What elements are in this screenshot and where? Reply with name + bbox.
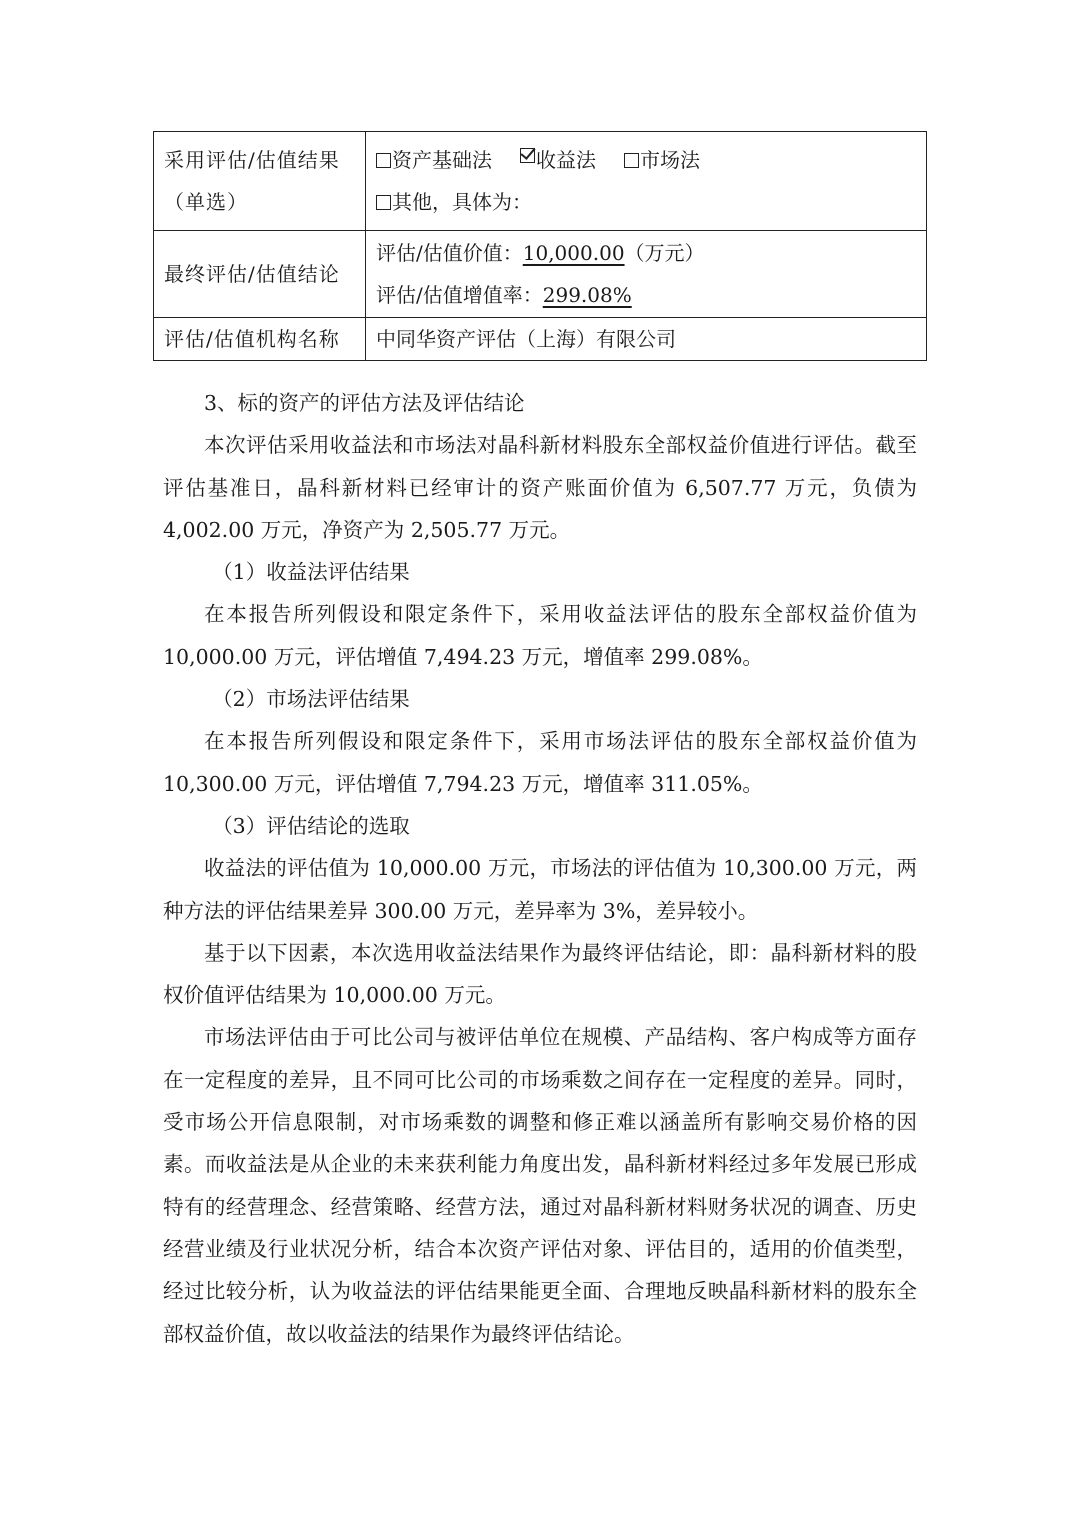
appreciation-prefix: 评估/估值增值率： bbox=[376, 283, 543, 307]
institution-value-cell bbox=[366, 318, 927, 361]
option-label: 收益法 bbox=[536, 148, 596, 172]
subheading: （3）评估结论的选取 bbox=[212, 813, 410, 838]
checkbox-checked-icon[interactable] bbox=[520, 148, 535, 163]
paragraph: 收益法的评估值为 10,000.00 万元，市场法的评估值为 10,300.00 万元，两种方法的评估结果差异 300.00 万元，差异率为 3%，差异较小。 bbox=[163, 856, 917, 923]
subheading: （2）市场法评估结果 bbox=[212, 687, 410, 712]
option-income[interactable] bbox=[520, 148, 596, 172]
conclusion-label: 最终评估/估值结论 bbox=[164, 262, 340, 286]
conclusion-value-cell bbox=[366, 231, 927, 318]
paragraph: 基于以下因素，本次选用收益法结果作为最终评估结论，即：晶科新材料的股权价值评估结果为 10,000.00 万元。 bbox=[163, 940, 917, 1008]
institution-label: 评估/估值机构名称 bbox=[164, 327, 340, 351]
subheading: （1）收益法评估结果 bbox=[212, 560, 410, 585]
paragraph: 在本报告所列假设和限定条件下，采用收益法评估的股东全部权益价值为 10,000.00 万元，评估增值 7,494.23 万元，增值率 299.08%。 bbox=[163, 602, 917, 669]
method-label: 采用评估/估值结果（单选） bbox=[164, 148, 340, 214]
appreciation-line bbox=[376, 274, 916, 316]
valuation-value: 10,000.00 bbox=[522, 241, 625, 265]
appreciation-rate: 299.08% bbox=[542, 283, 632, 307]
option-asset-based[interactable] bbox=[376, 148, 492, 172]
option-market[interactable] bbox=[624, 148, 700, 172]
paragraph: 本次评估采用收益法和市场法对晶科新材料股东全部权益价值进行评估。截至评估基准日，晶科新材料已经审计的资产账面价值为 6,507.77 万元，负债为 4,002.00 万元，净资产为 2,505.77 万元。 bbox=[163, 433, 917, 542]
valuation-unit: （万元） bbox=[624, 241, 705, 265]
option-other[interactable] bbox=[376, 181, 916, 223]
method-options-line bbox=[376, 139, 916, 181]
valuation-prefix: 评估/估值价值： bbox=[376, 241, 523, 265]
evaluation-summary-table bbox=[153, 131, 927, 361]
paragraph: 在本报告所列假设和限定条件下，采用市场法评估的股东全部权益价值为 10,300.00 万元，评估增值 7,794.23 万元，增值率 311.05%。 bbox=[163, 729, 917, 796]
checkbox-unchecked-icon[interactable] bbox=[624, 153, 639, 168]
paragraph: 市场法评估由于可比公司与被评估单位在规模、产品结构、客户构成等方面存在一定程度的差异，且不同可比公司的市场乘数之间存在一定程度的差异。同时，受市场公开信息限制，对市场乘数的调整和修正难以涵盖所有影响交易价格的因素。而收益法是从企业的未来获利能力角度出发，晶科新材料经过多年发展已形成特有的经营理念、经营策略、经营方法，通过对晶科新材料财务状况的调查、历史经营业绩及行业状况分析，结合本次资产评估对象、评估目的，适用的价值类型，经过比较分析，认为收益法的评估结果能更全面、合理地反映晶科新材料的股东全部权益价值，故以收益法的结果作为最终评估结论。 bbox=[163, 1025, 917, 1346]
checkbox-unchecked-icon[interactable] bbox=[376, 153, 391, 168]
method-label-cell bbox=[154, 132, 366, 231]
section-heading: 3、标的资产的评估方法及评估结论 bbox=[204, 391, 525, 415]
body-text bbox=[163, 382, 917, 1355]
institution-label-cell bbox=[154, 318, 366, 361]
option-label: 资产基础法 bbox=[392, 148, 492, 172]
table-row bbox=[154, 132, 927, 231]
conclusion-label-cell bbox=[154, 231, 366, 318]
method-options-cell bbox=[366, 132, 927, 231]
valuation-line bbox=[376, 232, 916, 274]
table-row bbox=[154, 231, 927, 318]
table-row bbox=[154, 318, 927, 361]
option-other-label: 其他，具体为： bbox=[392, 190, 532, 214]
checkbox-unchecked-icon[interactable] bbox=[376, 195, 391, 210]
option-label: 市场法 bbox=[640, 148, 700, 172]
institution-name: 中同华资产评估（上海）有限公司 bbox=[376, 327, 676, 351]
